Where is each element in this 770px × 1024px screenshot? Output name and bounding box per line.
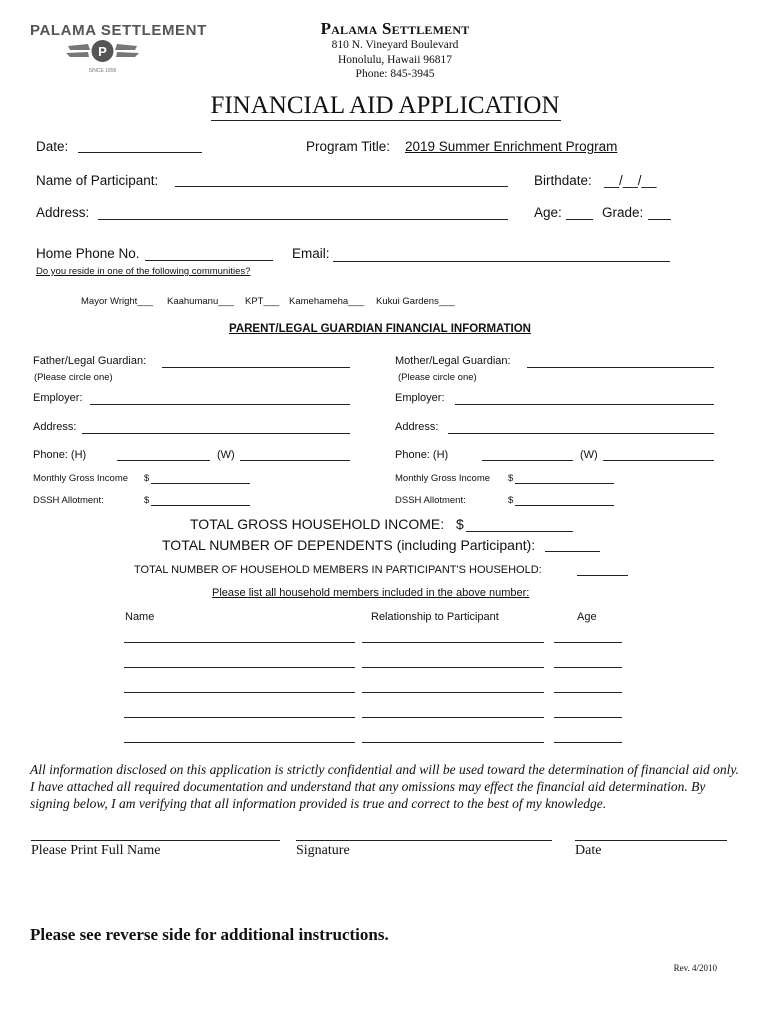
age-label: Age: <box>534 205 562 220</box>
logo-initial: P <box>98 44 107 59</box>
signature-date-label: Date <box>575 843 602 858</box>
household-list-instruction: Please list all household members included in the above number: <box>212 587 530 599</box>
mother-phone-work-field[interactable] <box>603 460 714 461</box>
participant-name-label: Name of Participant: <box>36 173 159 188</box>
father-employer-field[interactable] <box>90 404 350 405</box>
father-address-field[interactable] <box>82 433 350 434</box>
mother-income-label: Monthly Gross Income <box>395 473 491 484</box>
signature-date-field[interactable] <box>575 840 727 841</box>
palama-settlement-logo <box>30 20 207 76</box>
mother-phone-home-field[interactable] <box>482 460 573 461</box>
member-name-field[interactable] <box>124 742 355 743</box>
father-dssh-label: DSSH Allotment: <box>33 495 104 506</box>
logo-wordmark: PALAMA SETTLEMENT <box>30 22 207 39</box>
mother-phone-work-label: (W) <box>580 449 598 461</box>
member-relationship-field[interactable] <box>362 667 544 668</box>
reverse-side-note: Please see reverse side for additional instructions. <box>30 925 389 944</box>
signature-field[interactable] <box>296 840 552 841</box>
home-phone-label: Home Phone No. <box>36 246 140 261</box>
communities-question: Do you reside in one of the following communities? <box>36 266 251 277</box>
mother-employer-field[interactable] <box>455 404 714 405</box>
community-kamehameha[interactable]: Kamehameha___ <box>289 296 364 307</box>
mother-address-label: Address: <box>395 421 439 433</box>
email-field[interactable] <box>333 261 670 262</box>
member-relationship-field[interactable] <box>362 642 544 643</box>
father-phone-work-label: (W) <box>217 449 235 461</box>
total-members-label: TOTAL NUMBER OF HOUSEHOLD MEMBERS IN PARTICIPANT'S HOUSEHOLD: <box>134 564 542 576</box>
member-relationship-field[interactable] <box>362 742 544 743</box>
revision-date: Rev. 4/2010 <box>673 963 717 973</box>
home-phone-field[interactable] <box>145 260 273 261</box>
member-name-field[interactable] <box>124 667 355 668</box>
address-label: Address: <box>36 205 90 220</box>
father-guardian-field[interactable] <box>162 367 350 368</box>
total-dependents-label: TOTAL NUMBER OF DEPENDENTS (including Participant): <box>162 537 536 553</box>
household-column-name: Name <box>125 611 155 623</box>
father-income-field[interactable] <box>151 483 250 484</box>
address-line-1: 810 N. Vineyard Boulevard <box>331 39 459 51</box>
mother-guardian-label: Mother/Legal Guardian: <box>395 355 511 367</box>
father-phone-home-label: Phone: (H) <box>33 449 87 461</box>
member-name-field[interactable] <box>124 717 355 718</box>
signature-label: Signature <box>296 843 350 858</box>
address-line-2: Honolulu, Hawaii 96817 <box>337 54 453 66</box>
mother-guardian-field[interactable] <box>527 367 714 368</box>
total-income-field[interactable] <box>466 531 573 532</box>
father-circle-note: (Please circle one) <box>34 372 113 383</box>
father-guardian-label: Father/Legal Guardian: <box>33 355 147 367</box>
member-relationship-field[interactable] <box>362 717 544 718</box>
guardian-section-title: PARENT/LEGAL GUARDIAN FINANCIAL INFORMATION <box>229 323 531 335</box>
member-age-field[interactable] <box>554 642 622 643</box>
father-dssh-dollar: $ <box>144 495 150 506</box>
print-name-field[interactable] <box>31 840 280 841</box>
date-label: Date: <box>36 139 69 154</box>
birthdate-field[interactable]: __/__/__ <box>604 173 657 188</box>
mother-income-field[interactable] <box>515 483 614 484</box>
community-mayor-wright[interactable]: Mayor Wright___ <box>81 296 154 307</box>
mother-dssh-field[interactable] <box>515 505 614 506</box>
grade-field[interactable] <box>648 219 671 220</box>
total-income-label: TOTAL GROSS HOUSEHOLD INCOME: <box>190 516 445 532</box>
confidentiality-disclaimer: All information disclosed on this application is strictly confidential and will be used toward the determination of financial aid only. I have attached all required documentation and understand that any omissions may effect the financial aid determination. By signing below, I am verifying that all information provided is true and correct to the best of my knowledge. <box>30 762 739 811</box>
birthdate-label: Birthdate: <box>534 173 592 188</box>
organization-name: Palama Settlement <box>320 19 470 38</box>
date-field[interactable] <box>78 152 202 153</box>
father-dssh-field[interactable] <box>151 505 250 506</box>
mother-dssh-dollar: $ <box>508 495 514 506</box>
father-phone-work-field[interactable] <box>240 460 350 461</box>
participant-name-field[interactable] <box>175 186 508 187</box>
age-field[interactable] <box>566 219 593 220</box>
household-column-relationship: Relationship to Participant <box>371 611 499 623</box>
member-name-field[interactable] <box>124 692 355 693</box>
father-income-dollar: $ <box>144 473 150 484</box>
organization-phone: Phone: 845-3945 <box>355 68 435 80</box>
member-age-field[interactable] <box>554 742 622 743</box>
father-address-label: Address: <box>33 421 77 433</box>
form-title: FINANCIAL AID APPLICATION <box>210 92 560 119</box>
father-employer-label: Employer: <box>33 392 83 404</box>
mother-circle-note: (Please circle one) <box>398 372 477 383</box>
title-underline <box>211 120 561 121</box>
member-age-field[interactable] <box>554 692 622 693</box>
household-column-age: Age <box>577 611 597 623</box>
member-name-field[interactable] <box>124 642 355 643</box>
mother-phone-home-label: Phone: (H) <box>395 449 449 461</box>
grade-label: Grade: <box>602 205 644 220</box>
print-name-label: Please Print Full Name <box>31 843 161 858</box>
mother-income-dollar: $ <box>508 473 514 484</box>
member-age-field[interactable] <box>554 717 622 718</box>
logo-since: SINCE 1896 <box>88 68 117 74</box>
member-age-field[interactable] <box>554 667 622 668</box>
program-title-label: Program Title: <box>306 139 391 154</box>
mother-dssh-label: DSSH Allotment: <box>395 495 466 506</box>
member-relationship-field[interactable] <box>362 692 544 693</box>
community-kaahumanu[interactable]: Kaahumanu___ <box>167 296 235 307</box>
program-title-value[interactable]: 2019 Summer Enrichment Program <box>405 139 618 154</box>
right-wing-icon <box>115 44 139 57</box>
mother-employer-label: Employer: <box>395 392 445 404</box>
total-income-dollar: $ <box>456 516 464 532</box>
father-phone-home-field[interactable] <box>117 460 210 461</box>
address-field[interactable] <box>98 219 508 220</box>
total-members-field[interactable] <box>577 575 628 576</box>
left-wing-icon <box>66 44 90 57</box>
community-kukui-gardens[interactable]: Kukui Gardens___ <box>376 296 455 307</box>
father-income-label: Monthly Gross Income <box>33 473 129 484</box>
email-label: Email: <box>292 246 330 261</box>
total-dependents-field[interactable] <box>545 551 600 552</box>
mother-address-field[interactable] <box>448 433 714 434</box>
community-kpt[interactable]: KPT___ <box>245 296 280 307</box>
